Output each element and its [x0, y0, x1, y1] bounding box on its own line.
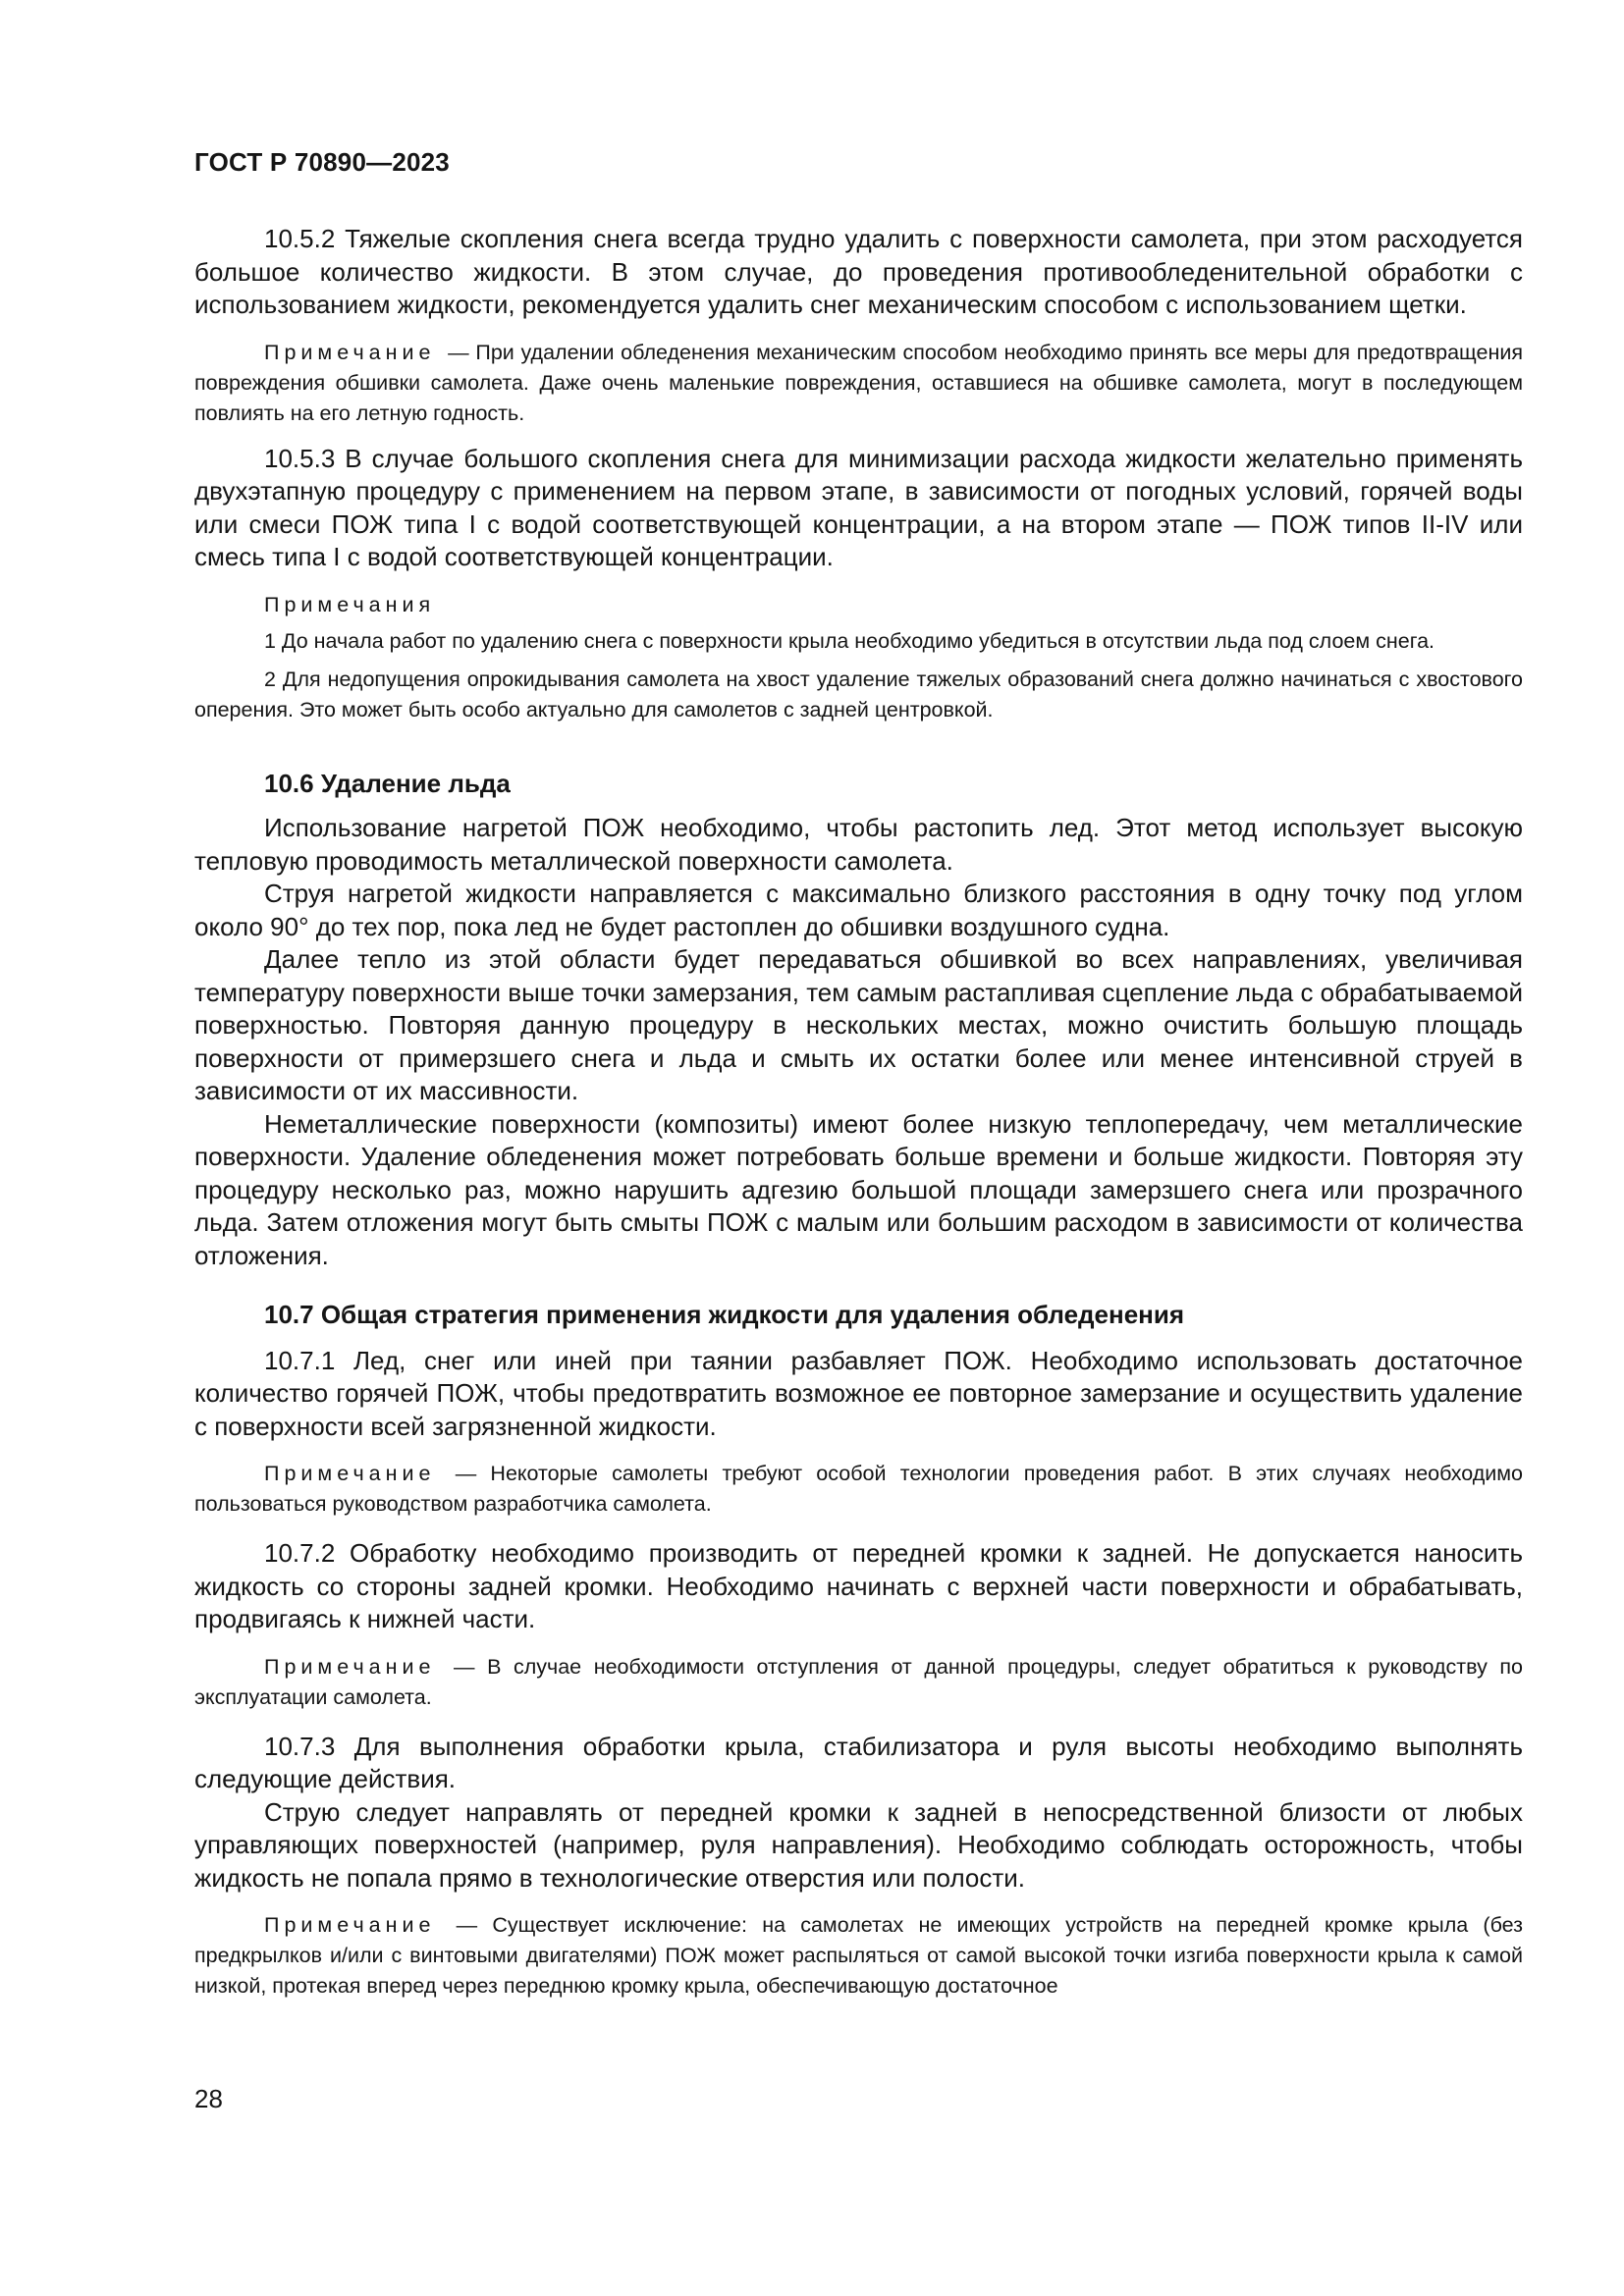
note-text: — Некоторые самолеты требуют особой технологии проведения работ. В этих случаях необходимо пользоваться руководством разработчика самолета.	[194, 1462, 1523, 1516]
note-label: Примечание	[264, 1913, 436, 1937]
paragraph-10-7-3: 10.7.3 Для выполнения обработки крыла, стабилизатора и руля высоты необходимо выполнять следующие действия.	[194, 1731, 1523, 1793]
paragraph-10-6-3: Далее тепло из этой области будет передаваться обшивкой во всех направлениях, увеличивая температуру поверхности выше точки замерзания, тем самым растапливая сцепление льда с обрабатываемой поверхностью. Повторяя данную процедуру в нескольких местах, можно очистить большую площадь поверхности от примерзшего снега и льда и смыть их остатки более или менее интенсивной струей в зависимости от их массивности.	[194, 944, 1524, 1105]
section-heading-10-6: 10.6 Удаление льда	[264, 768, 511, 798]
section-heading-10-7: 10.7 Общая стратегия применения жидкости для удаления обледенения	[264, 1300, 1185, 1329]
note-10-7-1	[194, 1459, 1523, 1520]
document-header: ГОСТ Р 70890—2023	[194, 147, 450, 177]
paragraph-10-5-2: 10.5.2 Тяжелые скопления снега всегда трудно удалить с поверхности самолета, при этом расходуется большое количество жидкости. В этом случае, до проведения противообледенительной обработки с использованием жидкости, рекомендуется удалить снег механическим способом с использованием щетки.	[194, 224, 1523, 319]
page-number: 28	[194, 2084, 223, 2113]
note-text: — При удалении обледенения механическим способом необходимо принять все меры для предотвращения повреждения обшивки самолета. Даже очень маленькие повреждения, оставшиеся на обшивке самолета, могут в последующем повлиять на его летную годность.	[194, 340, 1523, 425]
note-10-7-3	[194, 1910, 1523, 2002]
note-label: Примечание	[264, 1654, 436, 1679]
note-text: — Существует исключение: на самолетах не имеющих устройств на передней кромке крыла (без предкрылков и/или с винтовыми двигателями) ПОЖ может распыляться от самой высокой точки изгиба поверхности крыла к самой низкой, протекая вперед через переднюю кромку крыла, обеспечивающую достаточное	[194, 1913, 1523, 1998]
paragraph-10-6-1: Использование нагретой ПОЖ необходимо, чтобы растопить лед. Этот метод использует высокую тепловую проводимость металлической поверхности самолета.	[194, 813, 1523, 876]
note-10-5-2	[194, 338, 1523, 429]
paragraph-10-7-1: 10.7.1 Лед, снег или иней при таянии разбавляет ПОЖ. Необходимо использовать достаточное количество горячей ПОЖ, чтобы предотвратить возможное ее повторное замерзание и осуществить удаление с поверхности всей загрязненной жидкости.	[194, 1345, 1523, 1441]
paragraph-10-7-2: 10.7.2 Обработку необходимо производить от передней кромки к задней. Не допускается наносить жидкость со стороны задней кромки. Необходимо начинать с верхней части поверхности и обрабатывать, продвигаясь к нижней части.	[194, 1538, 1523, 1633]
note-10-7-2	[194, 1652, 1523, 1713]
document-page	[194, 147, 1523, 2002]
note-item-2: 2 Для недопущения опрокидывания самолета на хвост удаление тяжелых образований снега должно начинаться с хвостового оперения. Это может быть особо актуально для самолетов с задней центровкой.	[194, 667, 1523, 721]
note-label: Примечание	[264, 340, 436, 364]
paragraph-10-6-2: Струя нагретой жидкости направляется с максимально близкого расстояния в одну точку под углом около 90° до тех пор, пока лед не будет растоплен до обшивки воздушного судна.	[194, 879, 1523, 941]
note-text: — В случае необходимости отступления от данной процедуры, следует обратиться к руководству по эксплуатации самолета.	[194, 1654, 1523, 1709]
notes-title: Примечания	[264, 592, 436, 616]
note-item-1: 1 До начала работ по удалению снега с поверхности крыла необходимо убедиться в отсутствии льда под слоем снега.	[264, 628, 1435, 653]
paragraph-10-6-4: Неметаллические поверхности (композиты) имеют более низкую теплопередачу, чем металлические поверхности. Удаление обледенения может потребовать больше времени и больше жидкости. Повторяя эту процедуру несколько раз, можно нарушить адгезию большой площади замерзшего снега или прозрачного льда. Затем отложения могут быть смыты ПОЖ с малым или большим расходом в зависимости от количества отложения.	[194, 1108, 1523, 1270]
paragraph-10-5-3: 10.5.3 В случае большого скопления снега для минимизации расхода жидкости желательно применять двухэтапную процедуру с применением на первом этапе, в зависимости от погодных условий, горячей воды или смеси ПОЖ типа I с водой соответствующей концентрации, а на втором этапе — ПОЖ типов II-IV или смесь типа I с водой соответствующей концентрации.	[194, 443, 1523, 571]
note-label: Примечание	[264, 1462, 436, 1485]
paragraph-10-7-3-continued: Струю следует направлять от передней кромки к задней в непосредственной близости от любых управляющих поверхностей (например, руля направления). Необходимо соблюдать осторожность, чтобы жидкость не попала прямо в технологические отверстия или полости.	[194, 1796, 1523, 1893]
